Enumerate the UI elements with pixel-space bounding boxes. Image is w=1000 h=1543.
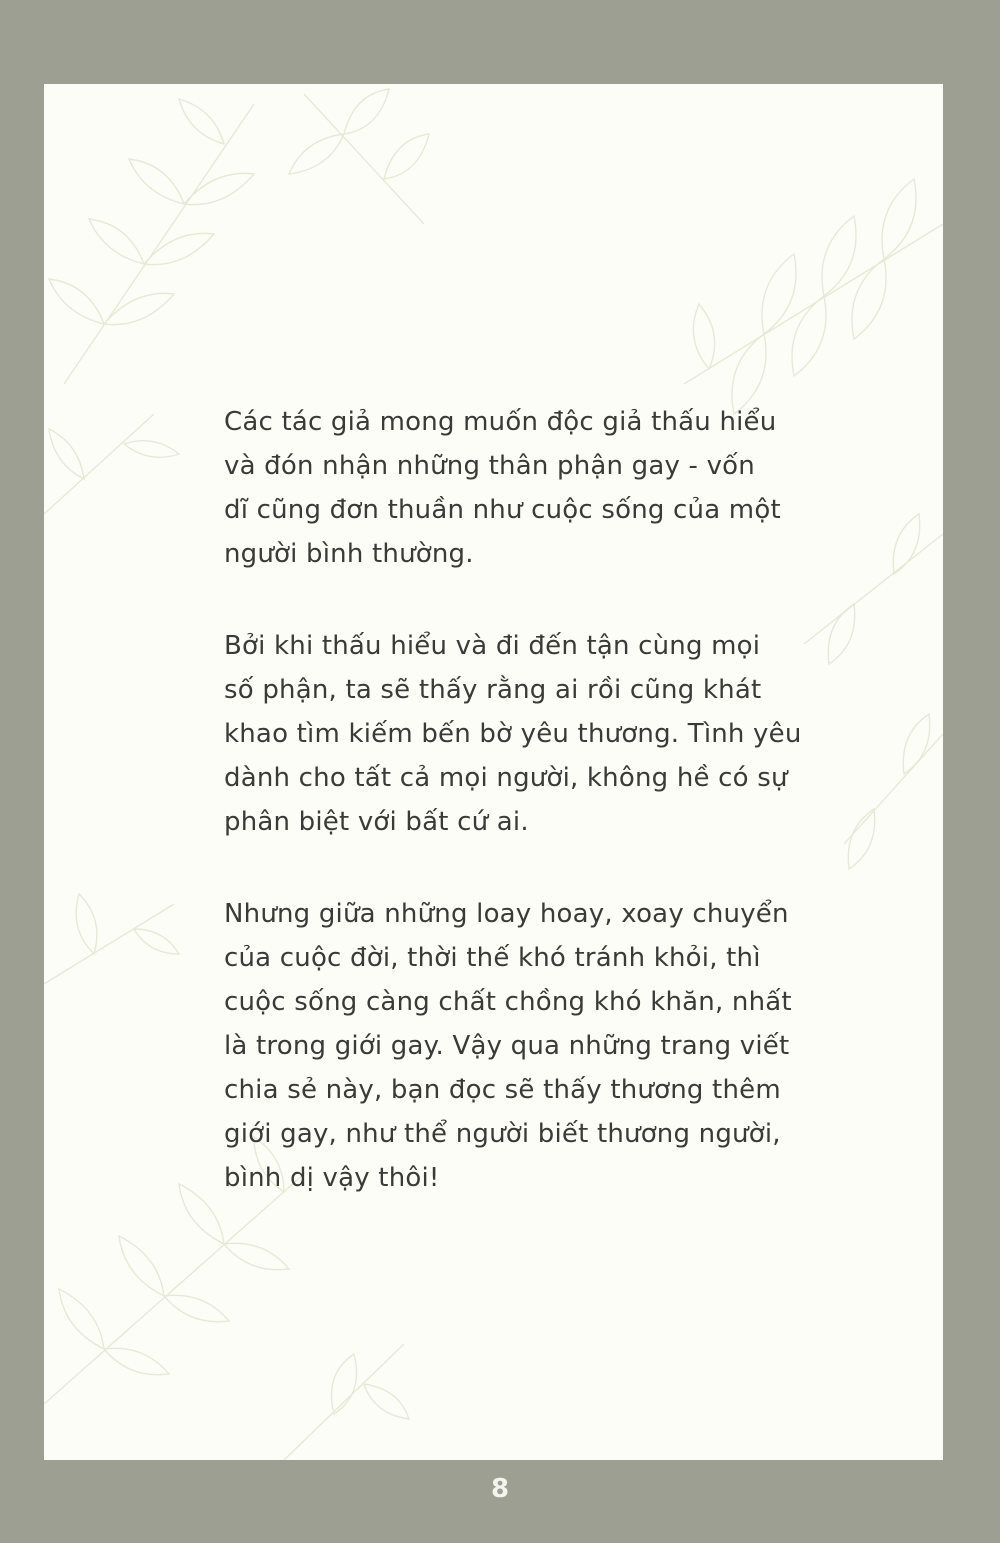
paragraph (224, 624, 844, 844)
text-line: và đón nhận những thân phận gay - vốn (224, 451, 755, 481)
text-line: là trong giới gay. Vậy qua những trang viết (224, 1031, 790, 1061)
text-line: bình dị vậy thôi! (224, 1163, 440, 1193)
text-line: giới gay, như thể người biết thương người, (224, 1119, 781, 1149)
page-number: 8 (490, 1474, 510, 1504)
book-page (44, 84, 943, 1460)
text-line: số phận, ta sẽ thấy rằng ai rồi cũng khát (224, 675, 762, 705)
text-line: Nhưng giữa những loay hoay, xoay chuyển (224, 899, 789, 929)
text-line: cuộc sống càng chất chồng khó khăn, nhất (224, 987, 792, 1017)
text-line: của cuộc đời, thời thế khó tránh khỏi, thì (224, 943, 761, 973)
text-line: Các tác giả mong muốn độc giả thấu hiểu (224, 407, 777, 437)
text-line: dành cho tất cả mọi người, không hề có sự (224, 763, 788, 793)
text-line: phân biệt với bất cứ ai. (224, 807, 529, 837)
body-text (224, 400, 844, 1248)
text-line: chia sẻ này, bạn đọc sẽ thấy thương thêm (224, 1075, 781, 1105)
text-line: dĩ cũng đơn thuần như cuộc sống của một (224, 495, 781, 525)
paragraph (224, 892, 844, 1200)
text-line: người bình thường. (224, 539, 474, 569)
text-line: khao tìm kiếm bến bờ yêu thương. Tình yêu (224, 719, 802, 749)
paragraph (224, 400, 844, 576)
text-line: Bởi khi thấu hiểu và đi đến tận cùng mọi (224, 631, 761, 661)
